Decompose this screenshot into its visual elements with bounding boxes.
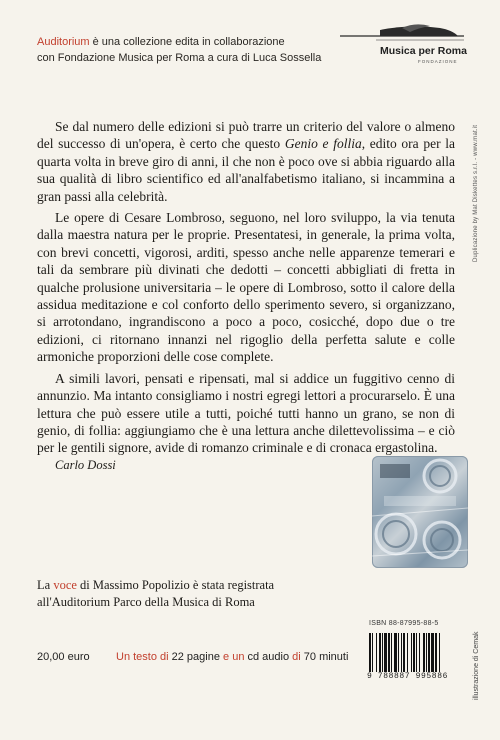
illustration-credit (473, 630, 483, 740)
musica-per-roma-logo (340, 22, 467, 70)
illustration-credit-text: illustrazione di Cemak (473, 631, 480, 700)
desc-part-c: e un (219, 651, 248, 663)
isbn: ISBN 88-87995-88-5 (369, 620, 439, 627)
desc-part-e: di (289, 651, 304, 663)
back-cover-text (37, 118, 455, 474)
voice-note-line2: all'Auditorium Parco della Musica di Roma (37, 594, 255, 609)
desc-minutes: 70 minuti (303, 651, 349, 663)
collection-note-line2: con Fondazione Musica per Roma a cura di Luca Sossella (37, 52, 322, 64)
siae-hologram-sticker (372, 456, 468, 568)
siae-hologram-icon (372, 456, 468, 568)
paragraph-3: A simili lavori, pensati e ripensati, mal si addice un fuggitivo cenno di annunzio. Ma intanto consigliamo i nostri egregi lettori a procurarselo. È una lettura che può essere utile a tutti, poiché tutti hanno un grano, se non di genio, di follia: aggiungiamo che è una lettura anche dilettevolissima – e ciò per le gentili signore, avide di romanzo criminale e di cronaca ergastolina. (37, 370, 455, 456)
signature: Carlo Dossi (55, 457, 116, 472)
book-title: Genio e follia (284, 136, 362, 152)
desc-cd: cd audio (247, 651, 290, 663)
collection-note-text: è una collezione edita in collaborazione (89, 36, 285, 48)
voice-recording-note (37, 577, 274, 610)
voice-note-pre: La (37, 578, 54, 592)
paragraph-2: Le opere di Cesare Lombroso, seguono, nel loro sviluppo, la via tenuta dalla maestra natura per le proprie. Presentatesi, in generale, la prima volta, con brevi concetti, vigorosi, arditi, spesso anche nelle apparenze temerari e tali da sembrare più divinati che dedotti – concetti abbigliati di fretta in qualche prolusione universitaria – le opere di Lombroso, sotto il calore della assidua meditazione e col conforto dello sperimento severo, si organizzano, si arrotondano, ingrandiscono a poco a poco, cosicché, dopo due o tre edizioni, ci ritornano innanzi nel rigoglio della perfetta salute e colle armoniche proporzioni delle cose complete. (37, 210, 455, 365)
collection-note (37, 34, 321, 66)
product-description (116, 651, 348, 663)
logo-name: Musica per Roma (380, 45, 467, 57)
voice-word: voce (53, 578, 77, 592)
paragraph-1-text: Se dal numero delle edizioni si può trarre un criterio del valore o almeno del successo di un'opera, è certo che questo (37, 119, 455, 152)
voice-note-post: di Massimo Popolizio è stata registrata (76, 578, 275, 592)
barcode-digits: 9 788887 995886 (367, 672, 471, 681)
paragraph-1 (37, 118, 455, 205)
collection-note-line1 (37, 34, 321, 50)
desc-part-a: Un testo di (116, 651, 172, 663)
price: 20,00 euro (37, 651, 90, 663)
paragraph-1-rest: , edito ora per la quarta volta in breve giro di anni, il che non è poco ove si abbia riguardo alla sua qualità di libro scientifico ed all'analfabetismo italiano, si incammina a gran passi alla celebrità. (37, 136, 455, 204)
desc-pages: 22 pagine (171, 651, 220, 663)
voice-note-line1 (37, 577, 274, 594)
logo-subtitle: FONDAZIONE (418, 59, 458, 64)
duplication-credit (473, 92, 483, 262)
duplication-credit-text: Duplicazione by Mat Diskettes s.r.l. - www.mat.it (473, 124, 479, 262)
brand-auditorium: Auditorium (37, 36, 90, 48)
